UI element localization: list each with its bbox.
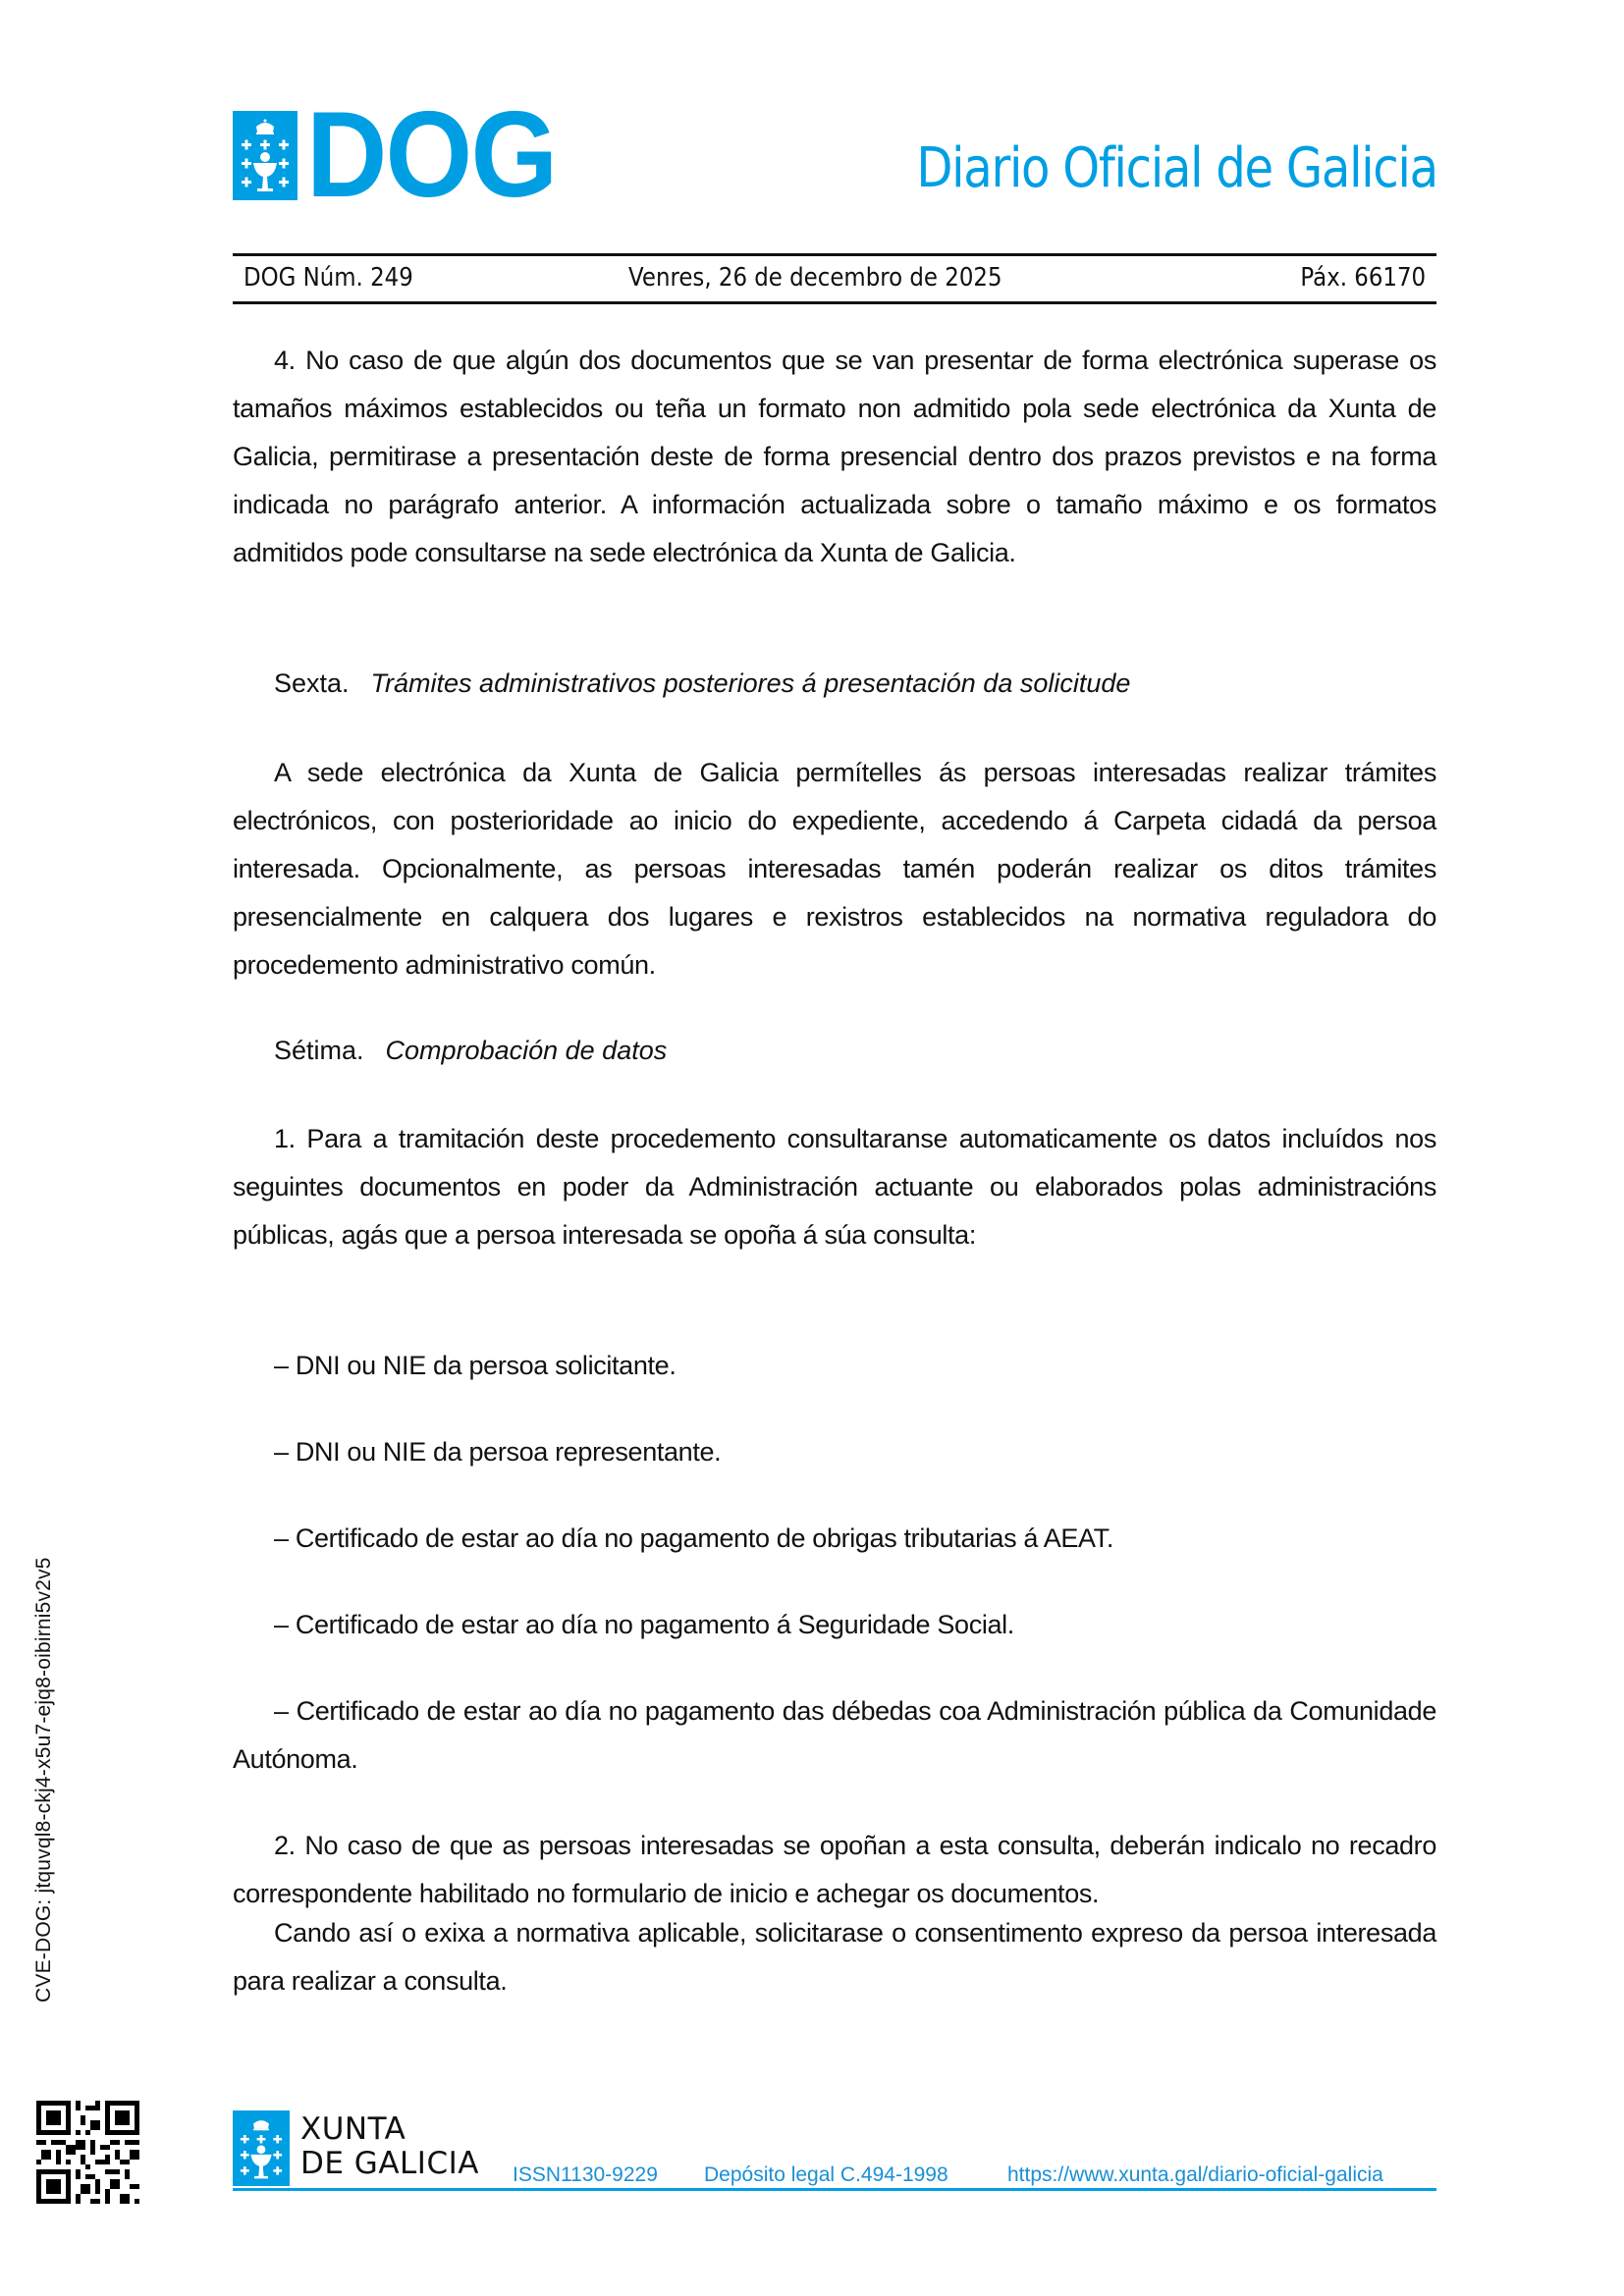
deposito-legal: Depósito legal C.494-1998 (704, 2163, 948, 2186)
website-link[interactable]: https://www.xunta.gal/diario-oficial-galicia (1007, 2163, 1383, 2186)
header-rule-top (233, 253, 1436, 256)
section-title: Comprobación de datos (385, 1036, 668, 1065)
section-heading-sexta (274, 660, 1130, 708)
cve-code: CVE-DOG: jtquvql8-ckj4-x5u7-ejq8-oibirni5v2v5 (32, 1557, 55, 2002)
publication-title: Diario Oficial de Galicia (916, 136, 1437, 200)
section-heading-setima (274, 1027, 667, 1075)
paragraph-setima-1: 1. Para a tramitación deste procedemento consultaranse automaticamente os datos incluídos nos seguintes documentos en poder da Administración actuante ou elaborados polas administracións públicas, agás que a persoa interesada se opoña á súa consulta: (233, 1124, 1436, 1250)
galicia-coat-of-arms-icon (233, 2110, 290, 2186)
list-item: – Certificado de estar ao día no pagamento á Seguridade Social. (274, 1610, 1014, 1639)
footer-rule (233, 2188, 1436, 2191)
paragraph-4: 4. No caso de que algún dos documentos que se van presentar de forma electrónica superase os tamaños máximos establecidos ou teña un formato non admitido pola sede electrónica da Xunta de Galicia, permitirase a presentación deste de forma presencial dentro dos prazos previstos e na forma indicada no parágrafo anterior. A información actualizada sobre o tamaño máximo e os formatos admitidos pode consultarse na sede electrónica da Xunta de Galicia. (233, 346, 1436, 567)
list-item: – DNI ou NIE da persoa representante. (274, 1437, 722, 1467)
header-rule-bottom (233, 301, 1436, 304)
paragraph-setima-2: 2. No caso de que as persoas interesadas se opoñan a esta consulta, deberán indicalo no recadro correspondente habilitado no formulario de inicio e achegar os documentos. (233, 1831, 1436, 1908)
paragraph-setima-3: Cando así o exixa a normativa aplicable, solicitarase o consentimento expreso da persoa interesada para realizar a consulta. (233, 1918, 1436, 1996)
section-title: Trámites administrativos posteriores á presentación da solicitude (370, 668, 1131, 698)
qr-code-icon (36, 2101, 139, 2204)
issn: ISSN1130-9229 (513, 2163, 658, 2186)
galicia-coat-of-arms-icon (233, 111, 298, 200)
paragraph-sexta: A sede electrónica da Xunta de Galicia permítelles ás persoas interesadas realizar trámites electrónicos, con posterioridade ao inicio do expediente, accedendo á Carpeta cidadá da persoa interesada. Opcionalmente, as persoas interesadas tamén poderán realizar os ditos trámites presencialmente en calquera dos lugares e rexistros establecidos na normativa reguladora do procedemento administrativo común. (233, 758, 1436, 980)
issue-date: Venres, 26 de decembro de 2025 (628, 263, 1002, 293)
xunta-logo-text (300, 2112, 479, 2181)
dog-logo-text: DOG (306, 87, 557, 223)
list-item: – DNI ou NIE da persoa solicitante. (274, 1351, 677, 1380)
section-number: Sexta. (274, 668, 350, 698)
list-item: – Certificado de estar ao día no pagamento das débedas coa Administración pública da Comunidade Autónoma. (233, 1696, 1436, 1774)
issue-number: DOG Núm. 249 (244, 263, 413, 293)
page-number: Páx. 66170 (1300, 263, 1426, 293)
xunta-line-1: XUNTA (300, 2111, 406, 2147)
list-item: – Certificado de estar ao día no pagamento de obrigas tributarias á AEAT. (274, 1523, 1113, 1553)
xunta-line-2: DE GALICIA (300, 2146, 479, 2181)
section-number: Sétima. (274, 1036, 364, 1065)
